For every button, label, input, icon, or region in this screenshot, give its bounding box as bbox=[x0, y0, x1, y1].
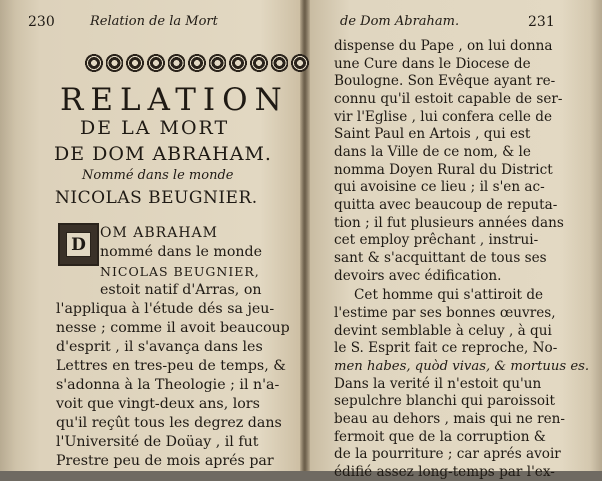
chapter-title-relation: RELATION bbox=[60, 82, 289, 118]
right-text-line: quitta avec beaucoup de reputa- bbox=[334, 197, 558, 213]
left-text-line: nommé dans le monde bbox=[100, 244, 263, 260]
right-text-line: nomma Doyen Rural du District bbox=[334, 162, 553, 178]
right-running-head: de Dom Abraham. bbox=[340, 14, 460, 29]
left-text-line: l'appliqua à l'étude dés sa jeu- bbox=[56, 301, 275, 317]
right-text-line: devoirs avec édification. bbox=[334, 268, 502, 284]
left-text-line: d'esprit , il s'avança dans les bbox=[56, 339, 263, 355]
right-text-line: devint semblable à celuy , à qui bbox=[334, 323, 552, 339]
right-text-line: Cet homme qui s'attiroit de bbox=[354, 287, 544, 303]
left-text-line: OM ABRAHAM bbox=[100, 225, 218, 241]
chapter-title-dom-abraham: DE DOM ABRAHAM. bbox=[54, 143, 272, 165]
left-text-line: l'Université de Doüay , il fut bbox=[56, 434, 259, 450]
right-text-line: dans la Ville de ce nom, & le bbox=[334, 144, 531, 160]
right-text-line: Boulogne. Son Evêque ayant re- bbox=[334, 73, 556, 89]
drop-cap bbox=[58, 223, 99, 266]
right-text-line: Saint Paul en Artois , qui est bbox=[334, 126, 531, 142]
right-text-line: sepulchre blanchi qui paroissoit bbox=[334, 393, 555, 409]
right-text-line: dispense du Pape , on lui donna bbox=[334, 38, 553, 54]
right-page-number: 231 bbox=[528, 14, 555, 30]
right-text-line: une Cure dans le Diocese de bbox=[334, 56, 531, 72]
left-text-line: NICOLAS BEUGNIER, bbox=[100, 264, 260, 279]
chapter-subtitle-name: NICOLAS BEUGNIER. bbox=[55, 188, 258, 208]
left-text-line: nesse ; comme il avoit beaucoup bbox=[56, 320, 290, 336]
right-text-line: vir l'Eglise , lui confera celle de bbox=[334, 109, 553, 125]
right-text-line: fermoit que de la corruption & bbox=[334, 429, 546, 445]
left-page-number: 230 bbox=[28, 14, 55, 30]
chapter-subtitle-nomme: Nommé dans le monde bbox=[82, 168, 234, 183]
right-text-line: édifié assez long-temps par l'ex- bbox=[334, 464, 555, 480]
right-text-line: qui avoisine ce lieu ; il s'en ac- bbox=[334, 179, 545, 195]
left-running-head: Relation de la Mort bbox=[90, 14, 218, 29]
right-text-line: beau au dehors , mais qui ne ren- bbox=[334, 411, 566, 427]
right-text-line: cet employ prêchant , instrui- bbox=[334, 232, 539, 248]
left-text-line: s'adonna à la Theologie ; il n'a- bbox=[56, 377, 280, 393]
drop-cap-letter: D bbox=[66, 232, 91, 257]
right-text-line: l'estime par ses bonnes œuvres, bbox=[334, 305, 556, 321]
right-text-line: sant & s'acquittant de tous ses bbox=[334, 250, 547, 266]
chapter-title-de-la-mort: DE LA MORT bbox=[80, 117, 230, 139]
right-text-line: de la pourriture ; car aprés avoir bbox=[334, 446, 561, 462]
left-text-line: Prestre peu de mois aprés par bbox=[56, 453, 274, 469]
right-text-line: connu qu'il estoit capable de ser- bbox=[334, 91, 563, 107]
left-text-line: estoit natif d'Arras, on bbox=[100, 282, 262, 298]
left-text-line: qu'il reçût tous les degrez dans bbox=[56, 415, 282, 431]
right-text-line: tion ; il fut plusieurs années dans bbox=[334, 215, 564, 231]
decorative-ornament-band bbox=[85, 53, 309, 77]
right-text-line: le S. Esprit fait ce reproche, No- bbox=[334, 340, 558, 356]
right-text-line-latin-quote: men habes, quòd vivas, & mortuus es. bbox=[334, 359, 590, 374]
left-text-line: voit que vingt-deux ans, lors bbox=[56, 396, 260, 412]
right-text-line: Dans la verité il n'estoit qu'un bbox=[334, 376, 542, 392]
left-text-line: Lettres en tres-peu de temps, & bbox=[56, 358, 286, 374]
